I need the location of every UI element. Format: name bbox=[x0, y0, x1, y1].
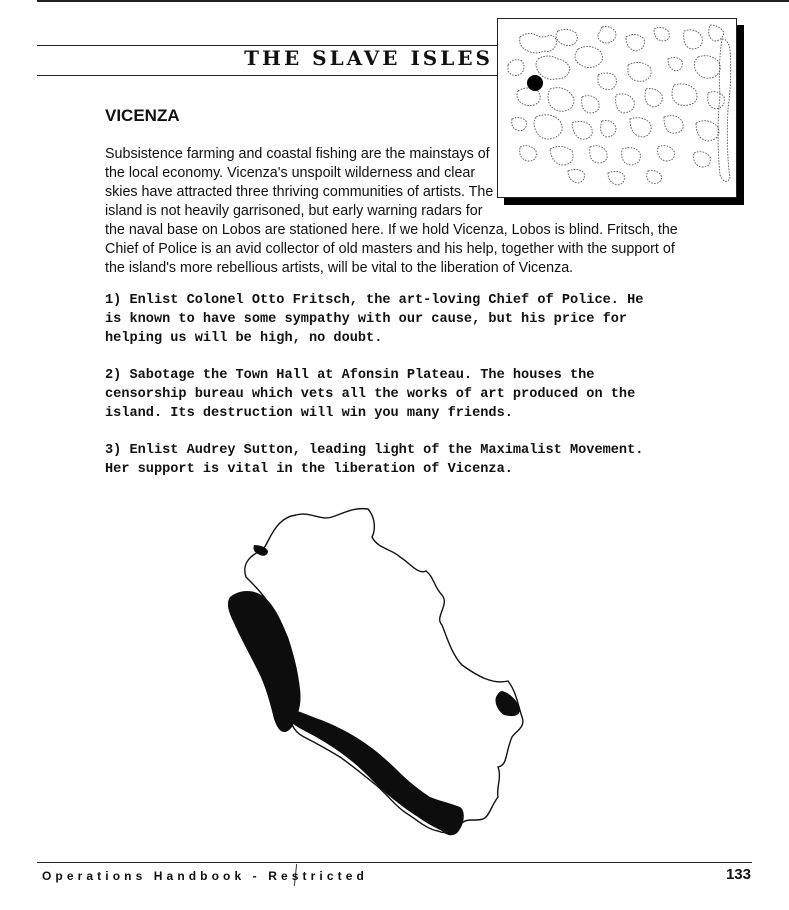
page-header-title: THE SLAVE ISLES bbox=[244, 46, 493, 70]
location-dot-icon bbox=[527, 75, 543, 91]
island-outline-map-icon bbox=[220, 505, 560, 845]
intro-paragraph bbox=[105, 145, 678, 278]
objective-item bbox=[105, 366, 643, 423]
objective-line: censorship bureau which vets all the works of art produced on the bbox=[105, 387, 636, 402]
intro-line: skies have attracted three thriving communities of artists. The bbox=[105, 184, 494, 200]
objective-item bbox=[105, 441, 643, 479]
intro-line: Subsistence farming and coastal fishing are the mainstays of bbox=[105, 146, 490, 162]
intro-line: island is not heavily garrisoned, but early warning radars for bbox=[105, 203, 483, 219]
objectives-list bbox=[105, 291, 643, 497]
objective-line: 2) Sabotage the Town Hall at Afonsin Plateau. The houses the bbox=[105, 368, 595, 383]
intro-line: the local economy. Vicenza's unspoilt wilderness and clear bbox=[105, 165, 476, 181]
objective-line: is known to have some sympathy with our cause, but his price for bbox=[105, 312, 628, 327]
page-number: 133 bbox=[725, 866, 751, 883]
intro-line: Chief of Police is an avid collector of old masters and his help, together with the support of bbox=[105, 241, 675, 257]
objective-line: helping us will be high, no doubt. bbox=[105, 331, 383, 346]
intro-line: the island's more rebellious artists, will be vital to the liberation of Vicenza. bbox=[105, 260, 574, 276]
objective-item bbox=[105, 291, 643, 348]
header-rule-bottom bbox=[37, 75, 497, 76]
objective-line: 3) Enlist Audrey Sutton, leading light of the Maximalist Movement. bbox=[105, 443, 644, 458]
objective-line: island. Its destruction will win you many friends. bbox=[105, 406, 513, 421]
section-title: VICENZA bbox=[105, 106, 180, 125]
objective-line: 1) Enlist Colonel Otto Fritsch, the art-loving Chief of Police. He bbox=[105, 293, 644, 308]
objective-line: Her support is vital in the liberation of Vicenza. bbox=[105, 462, 513, 477]
footer-rule bbox=[37, 862, 752, 863]
intro-line: the naval base on Lobos are stationed here. If we hold Vicenza, Lobos is blind. Fritsch, the bbox=[105, 222, 678, 238]
footer-handbook-label: Operations Handbook - Restricted bbox=[42, 869, 368, 883]
top-rule bbox=[37, 0, 789, 2]
